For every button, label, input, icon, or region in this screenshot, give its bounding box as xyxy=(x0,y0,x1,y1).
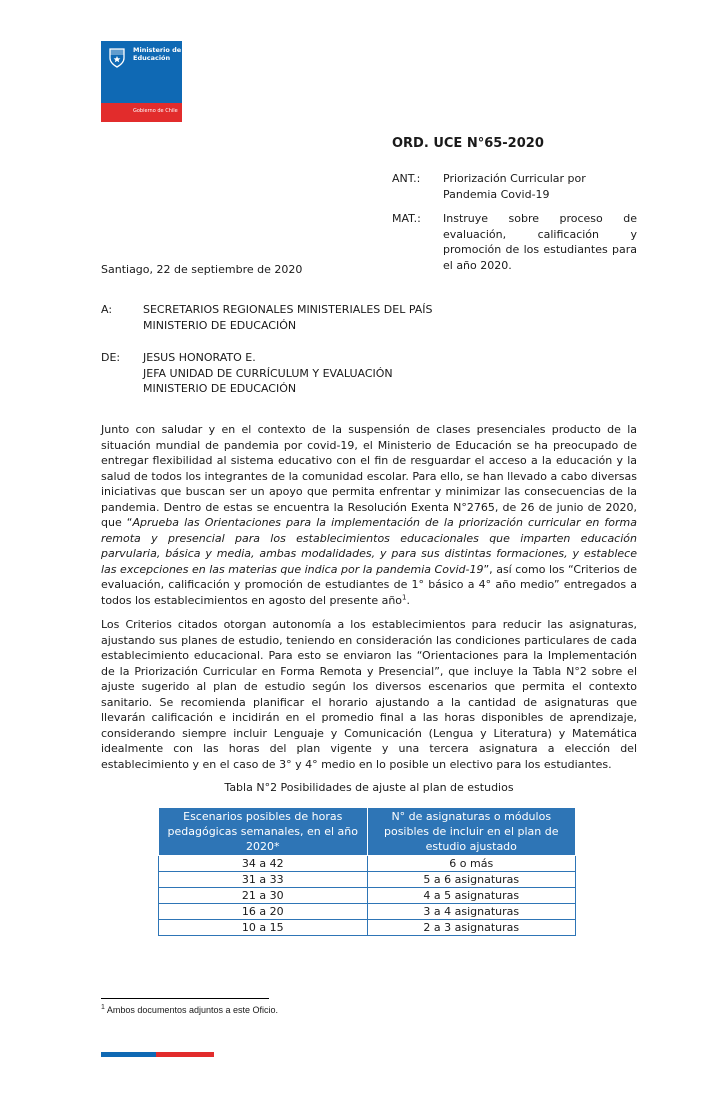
ord-number: ORD. UCE N°65-2020 xyxy=(392,136,544,151)
adjustment-table xyxy=(158,807,576,936)
table-cell: 21 a 30 xyxy=(159,888,368,904)
ant-label: ANT.: xyxy=(392,172,421,185)
footnote-divider xyxy=(101,998,269,999)
body-paragraph-1 xyxy=(101,422,637,608)
from-line: JESUS HONORATO E. xyxy=(143,351,256,364)
resolution-title: Aprueba las Orientaciones para la implementación de la priorización curricular en forma remota y presencial para los establecimientos educacionales que imparten educación parvularia, básica y media, ambas modalidades, y para sus distintas formaciones, y establece las excepciones en las materias que indica por la pandemia Covid-19 xyxy=(101,516,637,576)
to-line: MINISTERIO DE EDUCACIÓN xyxy=(143,318,297,332)
table-cell: 31 a 33 xyxy=(159,872,368,888)
table-header-row xyxy=(159,808,576,856)
mat-text: Instruye sobre proceso de evaluación, calificación y promoción de los estudiantes para el año 2020. xyxy=(443,212,637,272)
to-label: A: xyxy=(101,303,113,316)
para1-end: . xyxy=(406,593,410,607)
table-header-cell: Escenarios posibles de horas pedagógicas semanales, en el año 2020* xyxy=(159,808,368,856)
to-line: SECRETARIOS REGIONALES MINISTERIALES DEL PAÍS xyxy=(143,303,433,316)
table-cell: 6 o más xyxy=(367,856,576,872)
table-cell: 10 a 15 xyxy=(159,920,368,936)
logo-subtitle: Gobierno de Chile xyxy=(133,108,178,114)
logo-title-line1: Ministerio de xyxy=(133,46,182,54)
footnote-text: Ambos documentos adjuntos a este Oficio. xyxy=(104,1005,279,1015)
logo-title-line2: Educación xyxy=(133,53,171,62)
from-line: MINISTERIO DE EDUCACIÓN xyxy=(143,382,297,395)
from-line: JEFA UNIDAD DE CURRÍCULUM Y EVALUACIÓN xyxy=(143,366,393,380)
footer-bar-blue xyxy=(101,1052,156,1057)
footnote xyxy=(101,1004,278,1016)
para1-text: Junto con saludar y en el contexto de la suspensión de clases presenciales producto de la situación mundial de pandemia por covid-19, el Ministerio de Educación se ha preocupado de entregar flexibilidad al sistema educativo con el fin de resguardar el acceso a la educación y la salud de todos los integrantes de la comunidad escolar. Para ello, se han llevado a cabo diversas iniciativas que buscan ser un apoyo que permita enfrentar y minimizar las consecuencias de la pandemia. Dentro de estas se encuentra la Resolución Exenta N°2765, de 26 de junio de 2020, que “ xyxy=(101,423,637,529)
table-cell: 4 a 5 asignaturas xyxy=(367,888,576,904)
footnote-number: 1 xyxy=(101,1004,105,1011)
para1-text-continued: ”, así como los “Criterios de evaluación, calificación y promoción de estudiantes de 1° básico a 4° año medio” entregados a todos los establecimientos en agosto del presente año xyxy=(101,562,637,607)
coat-of-arms-icon xyxy=(105,45,129,69)
table-cell: 5 a 6 asignaturas xyxy=(367,872,576,888)
table-cell: 34 a 42 xyxy=(159,856,368,872)
logo-title xyxy=(133,47,181,62)
table-header-cell: N° de asignaturas o módulos posibles de incluir en el plan de estudio ajustado xyxy=(367,808,576,856)
body-paragraph-2: Los Criterios citados otorgan autonomía a los establecimientos para reducir las asignaturas, ajustando sus planes de estudio, teniendo en consideración las condiciones particulares de cada establecimiento educacional. Para esto se enviaron las “Orientaciones para la Implementación de la Priorización Curricular en Forma Remota y Presencial”, que incluye la Tabla N°2 sobre el ajuste sugerido al plan de estudio según los diversos escenarios que permita el contexto sanitario. Se recomienda planificar el horario ajustando a la cantidad de asignaturas que llevarán calificación e incidirán en el promedio final a las horas disponibles de aprendizaje, considerando siempre incluir Lenguaje y Comunicación (Lengua y Literatura) y Matemática idealmente con las horas del plan vigente y una tercera asignatura a elección del establecimiento y en el caso de 3° y 4° medio en lo posible un electivo para los estudiantes. xyxy=(101,618,637,771)
footnote-reference: 1 xyxy=(402,592,407,601)
table-cell: 3 a 4 asignaturas xyxy=(367,904,576,920)
ministry-logo xyxy=(101,41,182,122)
table-cell: 16 a 20 xyxy=(159,904,368,920)
mat-label: MAT.: xyxy=(392,212,421,225)
footer-bar-red xyxy=(156,1052,214,1057)
ant-text: Priorización Curricular por Pandemia Covid-19 xyxy=(443,172,586,201)
document-date: Santiago, 22 de septiembre de 2020 xyxy=(101,263,303,276)
table-row xyxy=(159,920,576,936)
from-sender xyxy=(143,350,393,397)
table-row xyxy=(159,904,576,920)
logo-blue-block xyxy=(101,41,182,103)
table-row xyxy=(159,888,576,904)
to-recipient xyxy=(143,302,433,333)
table-row xyxy=(159,856,576,872)
table-row xyxy=(159,872,576,888)
table-caption: Tabla N°2 Posibilidades de ajuste al plan de estudios xyxy=(224,781,514,794)
from-label: DE: xyxy=(101,351,121,364)
table-cell: 2 a 3 asignaturas xyxy=(367,920,576,936)
